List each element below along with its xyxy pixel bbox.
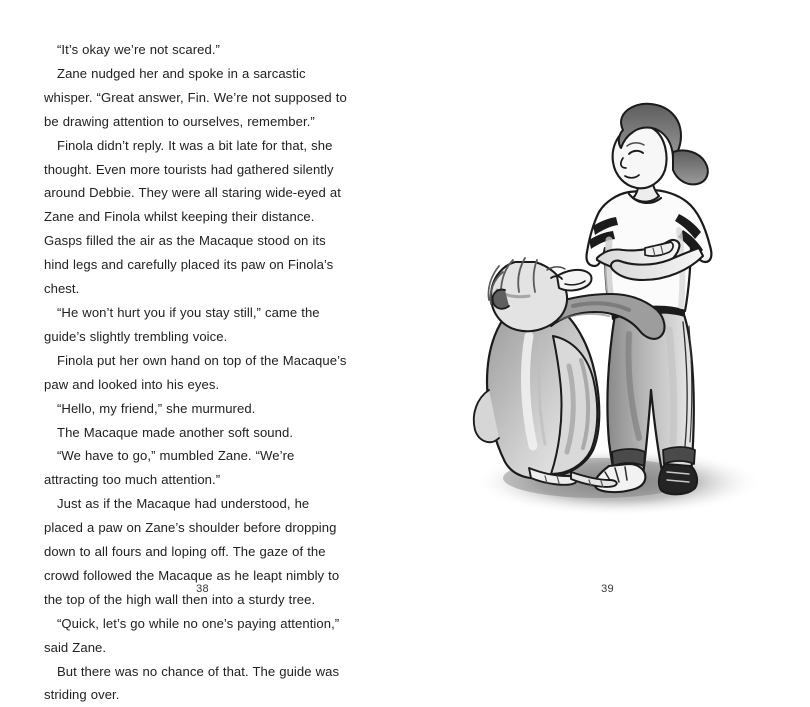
paragraph: “Hello, my friend,” she murmured. bbox=[57, 400, 256, 416]
page-number-left: 38 bbox=[196, 583, 209, 595]
paragraph: Just as if the Macaque had understood, he placed a paw on Zane’s shoulder before dropping down to all fours and loping off. The gaze of the crowd followed the Macaque as he leapt nimbly to the top of the high wall then into a sturdy tree. bbox=[44, 496, 340, 607]
paragraph: “We have to go,” mumbled Zane. “We’re attracting too much attention.” bbox=[44, 448, 295, 488]
paragraph: “He won’t hurt you if you stay still,” came the guide’s slightly trembling voice. bbox=[44, 304, 320, 344]
girl-and-macaque-illustration bbox=[433, 90, 793, 540]
paragraph: Zane nudged her and spoke in a sarcastic whisper. “Great answer, Fin. We’re not supposed to be drawing attention to ourselves, remember.” bbox=[44, 65, 347, 129]
girl-ponytail bbox=[673, 150, 708, 184]
illustration-area bbox=[405, 0, 810, 575]
paragraph: But there was no chance of that. The guide was striding over. bbox=[44, 663, 340, 703]
paragraph: Finola didn’t reply. It was a bit late for that, she thought. Even more tourists had gathered silently around Debbie. They were all staring wide-eyed at Zane and Finola whilst keeping their distance. Gasps filled the air as the Macaque stood on its hind legs and carefully placed its paw on Finola’s chest. bbox=[44, 137, 341, 297]
body-text-column bbox=[44, 38, 352, 707]
girl-right-cuff bbox=[663, 447, 695, 464]
paragraph: “It’s okay we’re not scared.” bbox=[57, 42, 220, 57]
macaque-muzzle bbox=[557, 270, 592, 291]
paragraph: The Macaque made another soft sound. bbox=[57, 424, 294, 440]
paragraph: “Quick, let’s go while no one’s paying attention,” said Zane. bbox=[44, 615, 340, 655]
left-page bbox=[0, 0, 405, 703]
page-number-right: 39 bbox=[601, 583, 614, 595]
girl-right-shoe bbox=[659, 464, 697, 494]
paragraph: Finola put her own hand on top of the Macaque’s paw and looked into his eyes. bbox=[44, 352, 347, 392]
right-page bbox=[405, 0, 810, 622]
